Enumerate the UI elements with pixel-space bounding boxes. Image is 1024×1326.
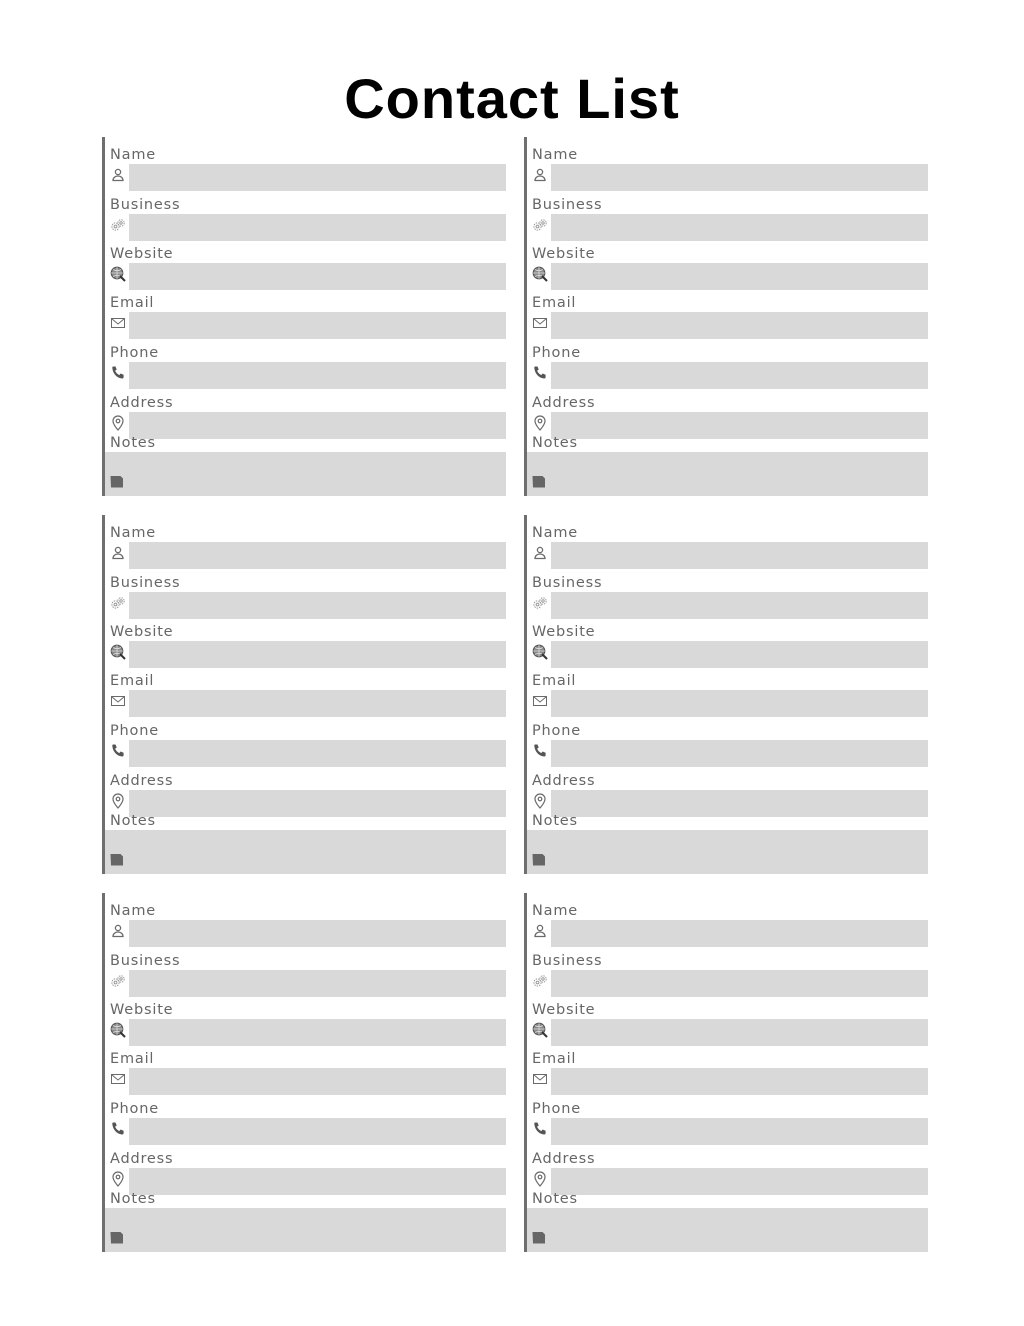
name-label: Name <box>532 903 578 919</box>
address-label: Address <box>532 773 596 789</box>
person-icon <box>110 545 126 561</box>
notes-label: Notes <box>532 813 578 829</box>
business-label: Business <box>110 575 181 591</box>
email-input[interactable] <box>551 1068 928 1095</box>
business-input[interactable] <box>551 970 928 997</box>
website-row <box>105 245 506 295</box>
business-label: Business <box>110 953 181 969</box>
map-pin-icon <box>532 1171 548 1187</box>
name-label: Name <box>110 903 156 919</box>
business-label: Business <box>532 197 603 213</box>
phone-row <box>105 1100 506 1150</box>
website-label: Website <box>532 624 596 640</box>
contact-card-5 <box>102 893 506 1252</box>
business-row <box>105 574 506 624</box>
email-label: Email <box>110 1051 155 1067</box>
name-label: Name <box>532 525 578 541</box>
email-label: Email <box>110 673 155 689</box>
envelope-icon <box>532 315 548 331</box>
business-row <box>527 574 928 624</box>
note-icon <box>532 1230 546 1244</box>
website-label: Website <box>110 624 174 640</box>
notes-input[interactable] <box>105 1208 506 1252</box>
contact-card-4 <box>524 515 928 874</box>
map-pin-icon <box>110 1171 126 1187</box>
name-row <box>105 902 506 952</box>
business-input[interactable] <box>129 214 506 241</box>
address-label: Address <box>110 1151 174 1167</box>
website-row <box>105 623 506 673</box>
name-input[interactable] <box>551 920 928 947</box>
name-input[interactable] <box>551 164 928 191</box>
phone-label: Phone <box>532 1101 581 1117</box>
phone-icon <box>532 743 548 759</box>
name-input[interactable] <box>129 920 506 947</box>
email-input[interactable] <box>551 690 928 717</box>
website-input[interactable] <box>551 1019 928 1046</box>
contact-card-1 <box>102 137 506 496</box>
name-input[interactable] <box>129 164 506 191</box>
phone-input[interactable] <box>129 1118 506 1145</box>
email-row <box>527 294 928 344</box>
phone-row <box>105 722 506 772</box>
globe-cursor-icon <box>532 266 548 282</box>
website-row <box>527 623 928 673</box>
map-pin-icon <box>532 415 548 431</box>
website-input[interactable] <box>129 1019 506 1046</box>
notes-row <box>527 812 928 874</box>
notes-row <box>527 1190 928 1252</box>
phone-label: Phone <box>110 345 159 361</box>
contact-card-3 <box>102 515 506 874</box>
notes-row <box>105 1190 506 1252</box>
website-row <box>527 1001 928 1051</box>
page-title: Contact List <box>344 67 680 130</box>
website-label: Website <box>532 1002 596 1018</box>
notes-row <box>105 812 506 874</box>
business-input[interactable] <box>551 592 928 619</box>
contact-card-6 <box>524 893 928 1252</box>
phone-row <box>527 1100 928 1150</box>
contact-card-2 <box>524 137 928 496</box>
notes-label: Notes <box>110 1191 156 1207</box>
notes-label: Notes <box>532 1191 578 1207</box>
envelope-icon <box>532 1071 548 1087</box>
gears-icon <box>110 217 126 233</box>
globe-cursor-icon <box>110 1022 126 1038</box>
business-row <box>105 196 506 246</box>
phone-label: Phone <box>110 723 159 739</box>
notes-input[interactable] <box>527 452 928 496</box>
address-label: Address <box>532 395 596 411</box>
name-row <box>105 524 506 574</box>
name-input[interactable] <box>551 542 928 569</box>
map-pin-icon <box>110 415 126 431</box>
note-icon <box>110 1230 124 1244</box>
gears-icon <box>532 973 548 989</box>
map-pin-icon <box>532 793 548 809</box>
address-label: Address <box>110 773 174 789</box>
business-row <box>527 952 928 1002</box>
globe-cursor-icon <box>110 266 126 282</box>
website-input[interactable] <box>551 641 928 668</box>
phone-row <box>527 722 928 772</box>
business-label: Business <box>532 575 603 591</box>
phone-row <box>527 344 928 394</box>
email-row <box>105 1050 506 1100</box>
name-row <box>527 902 928 952</box>
email-label: Email <box>532 295 577 311</box>
business-row <box>105 952 506 1002</box>
phone-icon <box>110 1121 126 1137</box>
notes-input[interactable] <box>527 830 928 874</box>
email-label: Email <box>532 1051 577 1067</box>
email-row <box>527 1050 928 1100</box>
business-input[interactable] <box>129 592 506 619</box>
website-row <box>527 245 928 295</box>
website-label: Website <box>110 246 174 262</box>
phone-input[interactable] <box>551 740 928 767</box>
envelope-icon <box>110 315 126 331</box>
notes-label: Notes <box>532 435 578 451</box>
phone-input[interactable] <box>551 1118 928 1145</box>
phone-icon <box>110 743 126 759</box>
notes-label: Notes <box>110 435 156 451</box>
note-icon <box>532 474 546 488</box>
email-label: Email <box>532 673 577 689</box>
phone-label: Phone <box>110 1101 159 1117</box>
phone-row <box>105 344 506 394</box>
name-label: Name <box>110 147 156 163</box>
person-icon <box>532 545 548 561</box>
notes-input[interactable] <box>105 452 506 496</box>
note-icon <box>110 852 124 866</box>
phone-icon <box>532 1121 548 1137</box>
person-icon <box>532 167 548 183</box>
email-input[interactable] <box>129 1068 506 1095</box>
gears-icon <box>110 973 126 989</box>
gears-icon <box>532 595 548 611</box>
notes-input[interactable] <box>527 1208 928 1252</box>
email-input[interactable] <box>551 312 928 339</box>
note-icon <box>110 474 124 488</box>
name-row <box>527 524 928 574</box>
address-label: Address <box>532 1151 596 1167</box>
phone-input[interactable] <box>129 362 506 389</box>
note-icon <box>532 852 546 866</box>
notes-row <box>527 434 928 496</box>
name-input[interactable] <box>129 542 506 569</box>
gears-icon <box>532 217 548 233</box>
website-input[interactable] <box>129 263 506 290</box>
name-row <box>527 146 928 196</box>
website-input[interactable] <box>129 641 506 668</box>
globe-cursor-icon <box>532 1022 548 1038</box>
person-icon <box>110 923 126 939</box>
phone-input[interactable] <box>551 362 928 389</box>
website-label: Website <box>532 246 596 262</box>
envelope-icon <box>110 1071 126 1087</box>
person-icon <box>532 923 548 939</box>
email-row <box>105 672 506 722</box>
phone-input[interactable] <box>129 740 506 767</box>
person-icon <box>110 167 126 183</box>
website-input[interactable] <box>551 263 928 290</box>
email-row <box>527 672 928 722</box>
business-input[interactable] <box>551 214 928 241</box>
email-label: Email <box>110 295 155 311</box>
notes-label: Notes <box>110 813 156 829</box>
globe-cursor-icon <box>532 644 548 660</box>
name-label: Name <box>110 525 156 541</box>
business-label: Business <box>110 197 181 213</box>
name-label: Name <box>532 147 578 163</box>
name-row <box>105 146 506 196</box>
gears-icon <box>110 595 126 611</box>
business-row <box>527 196 928 246</box>
business-label: Business <box>532 953 603 969</box>
phone-label: Phone <box>532 723 581 739</box>
notes-row <box>105 434 506 496</box>
business-input[interactable] <box>129 970 506 997</box>
phone-icon <box>532 365 548 381</box>
email-input[interactable] <box>129 312 506 339</box>
email-row <box>105 294 506 344</box>
email-input[interactable] <box>129 690 506 717</box>
phone-label: Phone <box>532 345 581 361</box>
phone-icon <box>110 365 126 381</box>
website-label: Website <box>110 1002 174 1018</box>
website-row <box>105 1001 506 1051</box>
notes-input[interactable] <box>105 830 506 874</box>
envelope-icon <box>532 693 548 709</box>
envelope-icon <box>110 693 126 709</box>
map-pin-icon <box>110 793 126 809</box>
globe-cursor-icon <box>110 644 126 660</box>
address-label: Address <box>110 395 174 411</box>
